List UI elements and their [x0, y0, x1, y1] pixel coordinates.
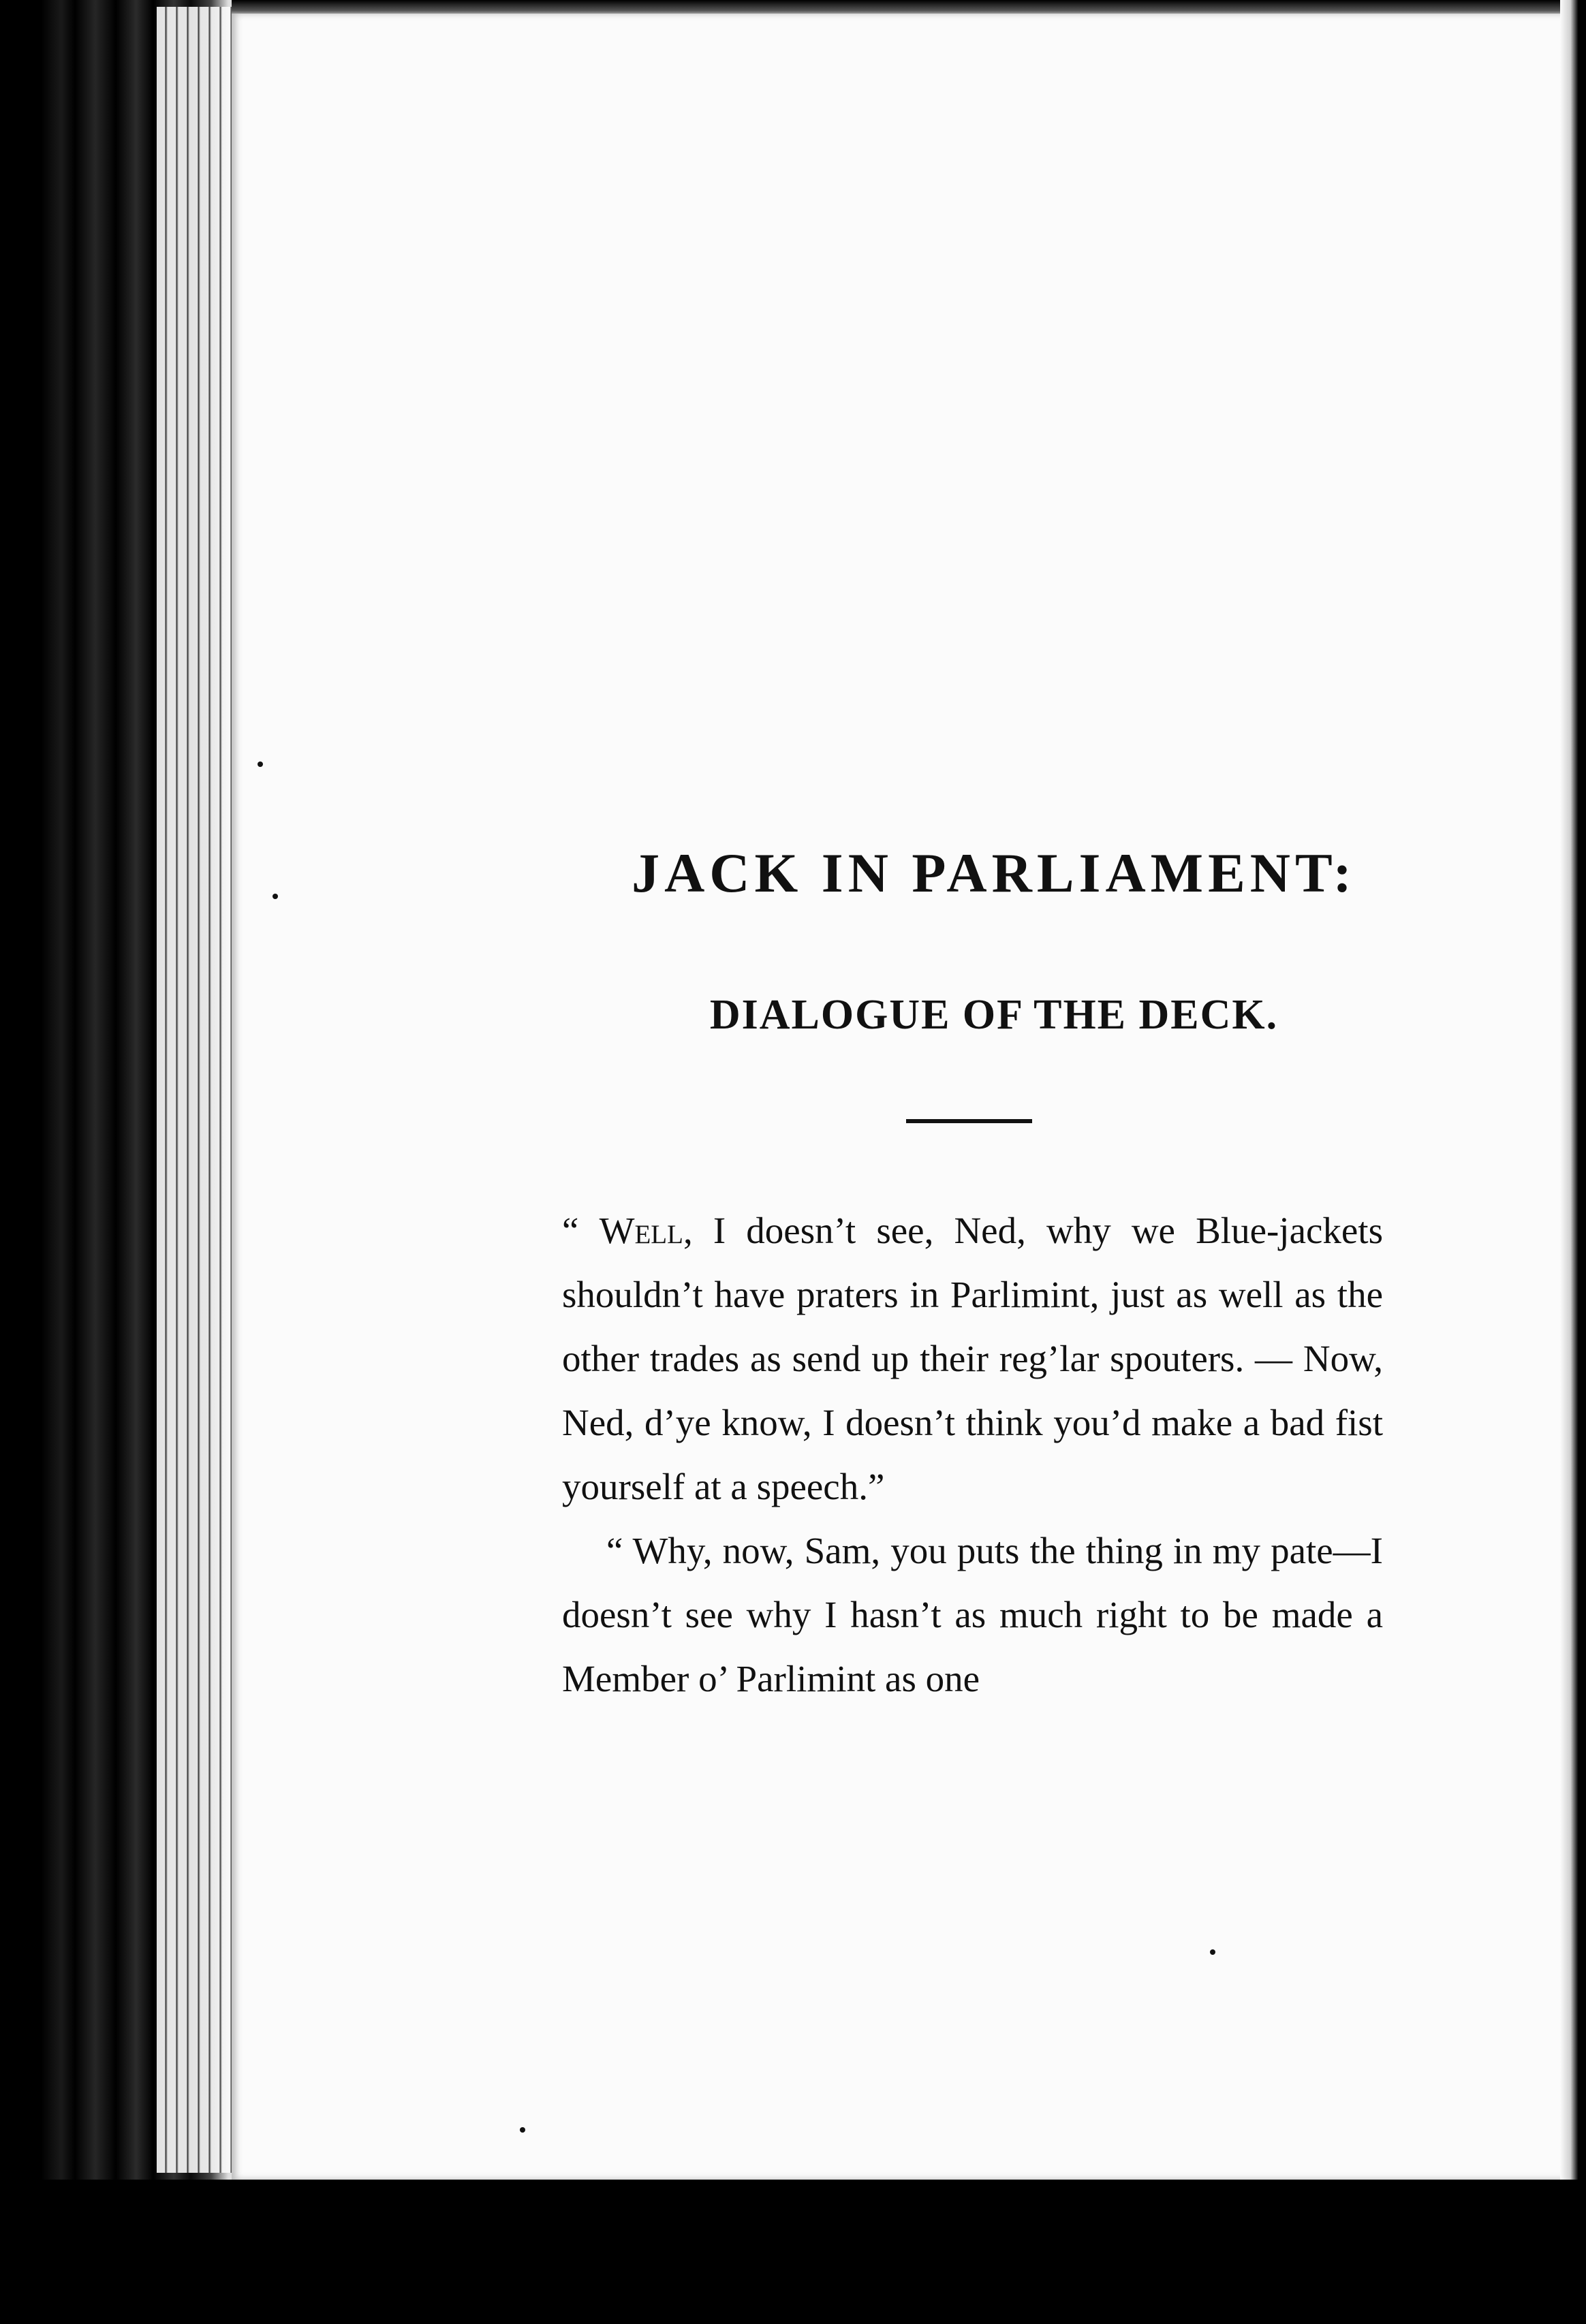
paragraph-1	[562, 1199, 1383, 1519]
ink-speck	[520, 2127, 525, 2133]
ink-speck	[273, 894, 278, 899]
paragraph-2: “ Why, now, Sam, you puts the thing in my pate—I doesn’t see why I hasn’t as much right to be made a Member o’ Parlimint as one	[562, 1530, 1383, 1699]
book-page	[232, 14, 1567, 2180]
page-subtitle: DIALOGUE OF THE DECK.	[709, 992, 1279, 1038]
divider-rule	[906, 1119, 1032, 1123]
dialogue-text	[562, 1199, 1383, 1711]
paragraph-1-text: , I doesn’t see, Ned, why we Blue-jackets shouldn’t have praters in Parlimint, just as well as the other trades as send up their reg’lar spouters. — Now, Ned, d’ye know, I doesn’t think you’d make a bad fist yourself at a speech.”	[562, 1210, 1383, 1507]
ink-speck	[1210, 1949, 1215, 1955]
page-right-edge	[1560, 0, 1586, 2200]
ink-speck	[258, 761, 263, 767]
lead-word: Well	[599, 1210, 683, 1251]
opening-quote: “	[562, 1210, 600, 1251]
scan-background	[0, 2180, 1586, 2324]
page-title: JACK IN PARLIAMENT:	[632, 842, 1356, 904]
